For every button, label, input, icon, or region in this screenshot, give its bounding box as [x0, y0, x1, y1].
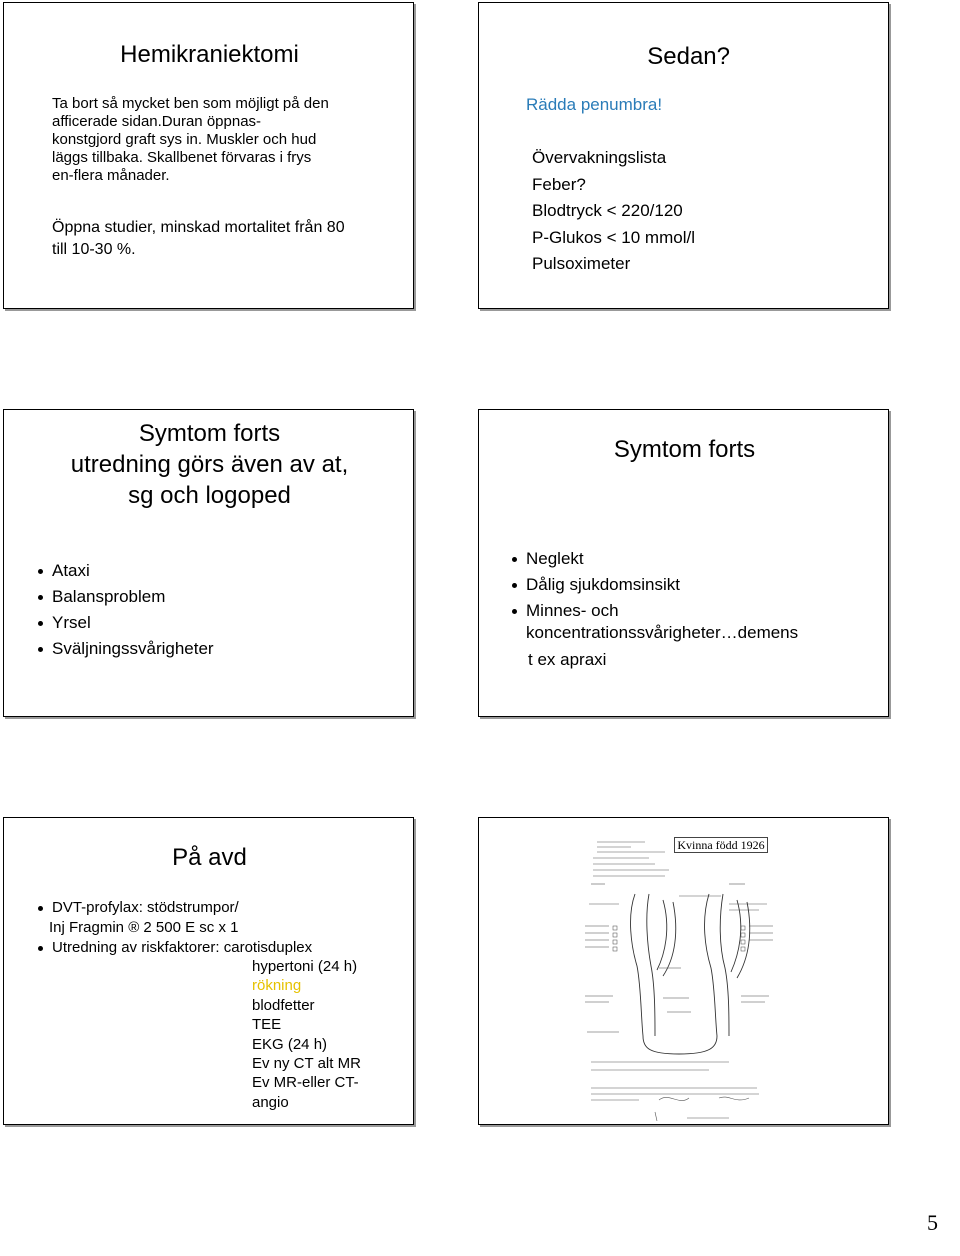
slide-sedan [478, 2, 889, 309]
carotid-duplex-form-image [579, 836, 779, 1121]
page-number: 5 [927, 1210, 938, 1235]
form-caption-box [674, 837, 768, 853]
slide-title [4, 418, 414, 511]
list-item: Dålig sjukdomsinsikt [508, 572, 680, 598]
slide-title: Sedan? [647, 43, 730, 70]
text-line: afficerade sidan.Duran öppnas- [52, 113, 262, 130]
list-item-continuation: Inj Fragmin ® 2 500 E sc x 1 [49, 919, 239, 936]
list-item: Balansproblem [34, 584, 214, 610]
list-item: Utredning av riskfaktorer: carotisduplex [34, 938, 312, 958]
slide-subtitle: Rädda penumbra! [526, 95, 663, 114]
slide-text-block [52, 95, 407, 185]
form-caption: Kvinna född 1926 [677, 838, 765, 852]
monitoring-list [532, 145, 695, 278]
list-item: P-Glukos < 10 mmol/l [532, 227, 695, 247]
text-line: Ta bort så mycket ben som möjligt på den [52, 95, 329, 112]
sublist-item: Ev ny CT alt MR [252, 1055, 361, 1073]
list-item: Minnes- och [508, 598, 680, 624]
slide-pa-avd [3, 817, 414, 1125]
list-item: Neglekt [508, 546, 680, 572]
text-line: konstgjord graft sys in. Muskler och hud [52, 131, 317, 148]
text-line: Öppna studier, minskad mortalitet från 80 [52, 219, 345, 236]
sublist-item: TEE [252, 1016, 282, 1034]
title-line: utredning görs även av at, [70, 451, 349, 478]
list-item: Blodtryck < 220/120 [532, 201, 683, 220]
risk-factor-sublist [252, 957, 361, 1112]
slide-hemikraniektomi [3, 2, 414, 309]
text-line: en-flera månader. [52, 167, 170, 184]
ward-list [34, 898, 239, 918]
title-line: sg och logoped [128, 482, 291, 509]
symptom-list [508, 546, 680, 624]
list-item: Sväljningssvårigheter [34, 636, 214, 662]
slide-text-block [52, 217, 407, 261]
sublist-item: angio [252, 1093, 289, 1111]
list-item: Ataxi [34, 558, 214, 584]
list-item-extra: t ex apraxi [528, 650, 607, 669]
sublist-item: Ev MR-eller CT- [252, 1074, 359, 1092]
sublist-item: blodfetter [252, 996, 315, 1014]
list-item: Övervakningslista [532, 148, 667, 167]
slide-symtom-forts-2 [478, 409, 889, 717]
slide-carotid-form [478, 817, 889, 1125]
slide-symtom-forts-1 [3, 409, 414, 717]
sublist-item: rökning [252, 977, 302, 995]
list-item: Yrsel [34, 610, 214, 636]
slide-title: Hemikraniektomi [120, 41, 299, 68]
text-line: till 10-30 %. [52, 241, 136, 258]
title-line: Symtom forts [138, 420, 281, 447]
slide-title: Symtom forts [613, 436, 756, 463]
list-item: Pulsoximeter [532, 254, 631, 273]
ward-list [34, 938, 312, 958]
sublist-item: hypertoni (24 h) [252, 958, 358, 975]
symptom-list [34, 558, 214, 662]
sublist-item: EKG (24 h) [252, 1035, 328, 1053]
slide-title: På avd [172, 844, 247, 871]
list-item: DVT-profylax: stödstrumpor/ [34, 898, 239, 918]
text-line: läggs tillbaka. Skallbenet förvaras i frys [52, 149, 312, 166]
list-item: Feber? [532, 174, 586, 194]
list-item-continuation: koncentrationssvårigheter…demens [526, 623, 799, 642]
